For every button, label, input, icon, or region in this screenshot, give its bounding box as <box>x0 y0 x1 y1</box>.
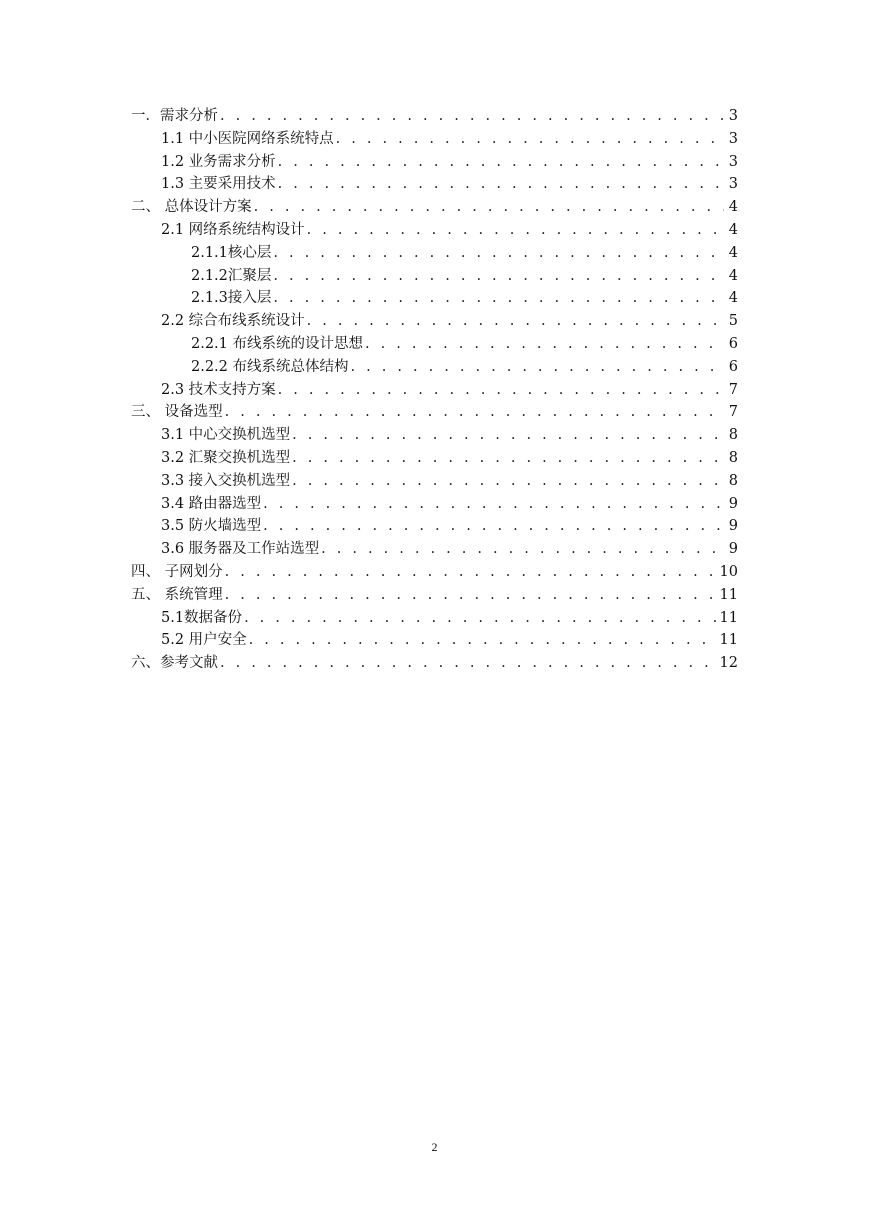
toc-entry[interactable] <box>161 219 738 241</box>
toc-entry-title: 3.1 中心交换机选型 <box>161 427 291 443</box>
toc-entry-title: 3.5 防火墙选型 <box>161 518 262 534</box>
toc-entry[interactable] <box>191 333 738 355</box>
toc-leader-dots <box>278 151 724 173</box>
toc-entry-title: 3.2 汇聚交换机选型 <box>161 450 291 466</box>
toc-leader-dots <box>220 652 716 674</box>
toc-entry[interactable] <box>131 401 738 423</box>
toc-leader-dots <box>351 356 724 378</box>
toc-entry-page: 9 <box>728 541 738 557</box>
toc-entry-title: 5.1数据备份 <box>161 610 243 626</box>
toc-leader-dots <box>307 219 724 241</box>
toc-leader-dots <box>336 128 724 150</box>
toc-entry-page: 6 <box>728 359 738 375</box>
toc-leader-dots <box>273 242 724 264</box>
toc-entry-title: 2.1.1核心层 <box>191 245 272 261</box>
toc-entry[interactable] <box>161 447 738 469</box>
toc-entry-page: 4 <box>728 222 738 238</box>
toc-entry[interactable] <box>161 607 738 629</box>
toc-entry-page: 3 <box>728 108 738 124</box>
toc-entry-page: 3 <box>728 176 738 192</box>
toc-leader-dots <box>278 173 724 195</box>
toc-entry-page: 3 <box>728 131 738 147</box>
toc-entry-title: 2.1 网络系统结构设计 <box>161 222 305 238</box>
toc-entry-title: 3.6 服务器及工作站选型 <box>161 541 320 557</box>
toc-entry-page: 11 <box>719 610 738 626</box>
toc-entry-page: 4 <box>728 268 738 284</box>
toc-entry-title: 一．需求分析 <box>131 108 218 124</box>
toc-leader-dots <box>225 584 716 606</box>
toc-entry[interactable] <box>191 356 738 378</box>
toc-entry-page: 6 <box>728 336 738 352</box>
toc-leader-dots <box>292 470 724 492</box>
toc-entry-page: 4 <box>728 245 738 261</box>
toc-leader-dots <box>263 515 724 537</box>
toc-entry[interactable] <box>131 652 738 674</box>
toc-entry[interactable] <box>161 538 738 560</box>
toc-entry-page: 12 <box>719 655 738 671</box>
toc-leader-dots <box>225 561 716 583</box>
toc-leader-dots <box>292 447 724 469</box>
toc-entry-page: 8 <box>728 473 738 489</box>
toc-leader-dots <box>244 607 715 629</box>
toc-entry-page: 8 <box>728 427 738 443</box>
toc-entry-page: 10 <box>719 564 738 580</box>
toc-entry[interactable] <box>161 310 738 332</box>
toc-entry-page: 8 <box>728 450 738 466</box>
toc-entry-title: 1.3 主要采用技术 <box>161 176 276 192</box>
toc-entry[interactable] <box>161 515 738 537</box>
toc-leader-dots <box>263 493 724 515</box>
toc-leader-dots <box>254 196 724 218</box>
toc-entry-title: 2.2.1 布线系统的设计思想 <box>191 336 364 352</box>
toc-entry-page: 4 <box>728 199 738 215</box>
toc-entry-title: 3.3 接入交换机选型 <box>161 473 291 489</box>
toc-entry[interactable] <box>131 584 738 606</box>
toc-entry[interactable] <box>161 128 738 150</box>
toc-entry-title: 2.3 技术支持方案 <box>161 382 276 398</box>
toc-entry-title: 1.1 中小医院网络系统特点 <box>161 131 334 147</box>
toc-entry[interactable] <box>161 424 738 446</box>
toc-entry-title: 1.2 业务需求分析 <box>161 154 276 170</box>
toc-entry[interactable] <box>161 470 738 492</box>
toc-entry-title: 三、 设备选型 <box>131 404 223 420</box>
toc-entry[interactable] <box>191 242 738 264</box>
toc-entry-title: 2.2.2 布线系统总体结构 <box>191 359 349 375</box>
toc-entry-title: 5.2 用户安全 <box>161 632 247 648</box>
toc-entry-page: 7 <box>728 382 738 398</box>
toc-entry[interactable] <box>161 493 738 515</box>
toc-entry-title: 2.2 综合布线系统设计 <box>161 313 305 329</box>
toc-entry[interactable] <box>161 151 738 173</box>
toc-entry[interactable] <box>131 105 738 127</box>
toc-entry-page: 11 <box>719 632 738 648</box>
toc-leader-dots <box>249 629 716 651</box>
toc-leader-dots <box>273 265 724 287</box>
toc-entry-title: 二、 总体设计方案 <box>131 199 252 215</box>
toc-entry-page: 4 <box>728 290 738 306</box>
toc-leader-dots <box>273 287 724 309</box>
toc-leader-dots <box>225 401 724 423</box>
toc-entry-title: 3.4 路由器选型 <box>161 496 262 512</box>
page-number: 2 <box>431 1140 438 1154</box>
toc-leader-dots <box>321 538 724 560</box>
toc-entry-page: 9 <box>728 496 738 512</box>
toc-leader-dots <box>307 310 724 332</box>
toc-leader-dots <box>278 379 724 401</box>
toc-leader-dots <box>365 333 724 355</box>
toc-entry-title: 六、参考文献 <box>131 655 218 671</box>
toc-entry-page: 5 <box>728 313 738 329</box>
toc-entry[interactable] <box>161 173 738 195</box>
toc-entry-page: 9 <box>728 518 738 534</box>
toc-entry[interactable] <box>131 561 738 583</box>
toc-leader-dots <box>292 424 724 446</box>
toc-entry-title: 2.1.2汇聚层 <box>191 268 272 284</box>
toc-entry-page: 11 <box>719 587 738 603</box>
toc-entry[interactable] <box>191 265 738 287</box>
toc-entry[interactable] <box>161 379 738 401</box>
toc-entry-title: 四、 子网划分 <box>131 564 223 580</box>
toc-entry[interactable] <box>131 196 738 218</box>
toc-leader-dots <box>220 105 724 127</box>
toc-entry[interactable] <box>161 629 738 651</box>
toc-entry[interactable] <box>191 287 738 309</box>
toc-entry-title: 五、 系统管理 <box>131 587 223 603</box>
toc-entry-title: 2.1.3接入层 <box>191 290 272 306</box>
toc-entry-page: 7 <box>728 404 738 420</box>
toc-entry-page: 3 <box>728 154 738 170</box>
